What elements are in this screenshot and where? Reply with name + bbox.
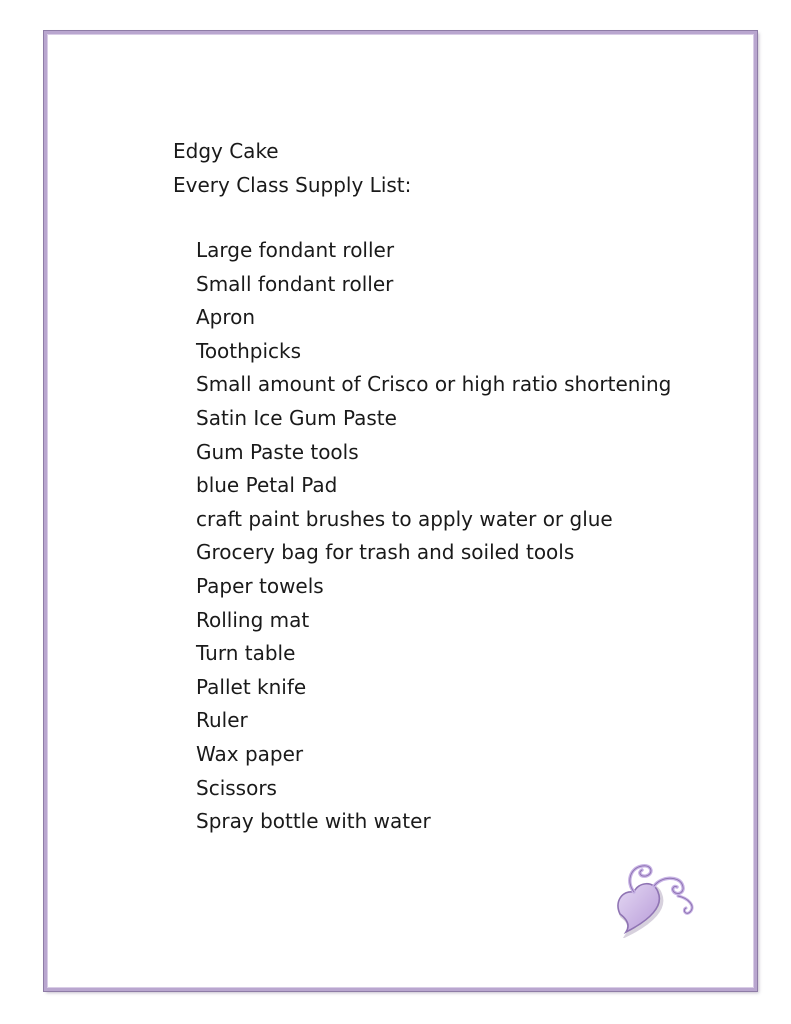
list-item: Toothpicks — [196, 338, 302, 363]
list-item: Small amount of Crisco or high ratio shortening — [196, 372, 672, 397]
supply-list — [196, 234, 671, 839]
list-item: Grocery bag for trash and soiled tools — [196, 540, 575, 565]
list-item: Ruler — [196, 708, 248, 733]
list-item: Gum Paste tools — [196, 439, 359, 464]
list-item: Spray bottle with water — [196, 809, 431, 834]
list-item: Turn table — [196, 641, 296, 666]
list-item: Satin Ice Gum Paste — [196, 405, 397, 430]
document-title: Edgy Cake — [173, 139, 279, 163]
list-item: Large fondant roller — [196, 238, 395, 262]
document-subtitle: Every Class Supply List: — [173, 173, 412, 197]
list-item: blue Petal Pad — [196, 473, 338, 498]
list-item: Paper towels — [196, 573, 324, 598]
heart-swirl-logo-icon — [608, 852, 700, 938]
list-item: Rolling mat — [196, 607, 310, 632]
list-item: craft paint brushes to apply water or glue — [196, 506, 613, 531]
list-item: Apron — [196, 305, 256, 330]
list-item: Scissors — [196, 775, 277, 800]
list-item: Pallet knife — [196, 674, 307, 699]
list-item: Small fondant roller — [196, 271, 394, 296]
list-item: Wax paper — [196, 741, 304, 766]
heart-shape — [618, 884, 659, 932]
